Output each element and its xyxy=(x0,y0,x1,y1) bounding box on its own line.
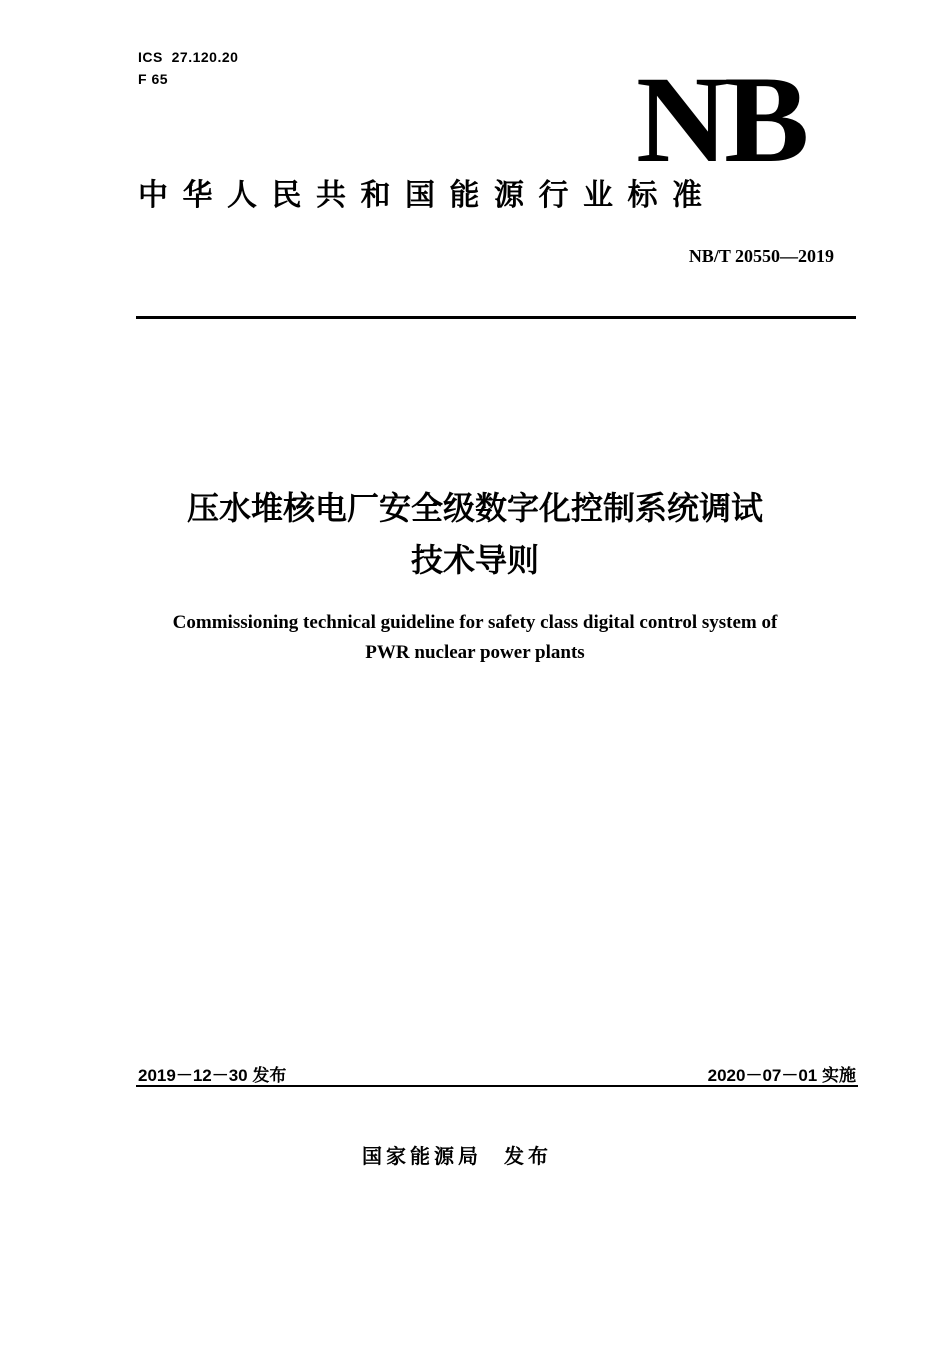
ics-code: ICS 27.120.20 xyxy=(138,49,239,65)
ccs-code: F 65 xyxy=(138,71,169,87)
issue-date: 2019－12－30 发布 xyxy=(138,1066,287,1085)
standard-number: NB/T 20550—2019 xyxy=(688,246,834,266)
english-title-line-2: PWR nuclear power plants xyxy=(365,642,585,663)
date-divider xyxy=(136,1085,858,1087)
nb-logo: NB xyxy=(636,51,806,188)
chinese-title-line-2: 技术导则 xyxy=(410,541,539,579)
chinese-title xyxy=(0,482,950,586)
english-title-line-1: Commissioning technical guideline for safety class digital control system of xyxy=(172,612,778,633)
english-title xyxy=(0,608,950,668)
header-divider xyxy=(136,316,856,319)
publisher-name: 国家能源局 xyxy=(362,1144,482,1168)
classification-codes xyxy=(138,46,238,90)
standard-category: 中华人民共和国能源行业标准 xyxy=(138,178,717,213)
publisher-action: 发布 xyxy=(504,1144,552,1168)
implementation-date: 2020－07－01 实施 xyxy=(707,1066,856,1085)
publisher-line xyxy=(362,1142,552,1170)
chinese-title-line-1: 压水堆核电厂安全级数字化控制系统调试 xyxy=(186,489,763,527)
